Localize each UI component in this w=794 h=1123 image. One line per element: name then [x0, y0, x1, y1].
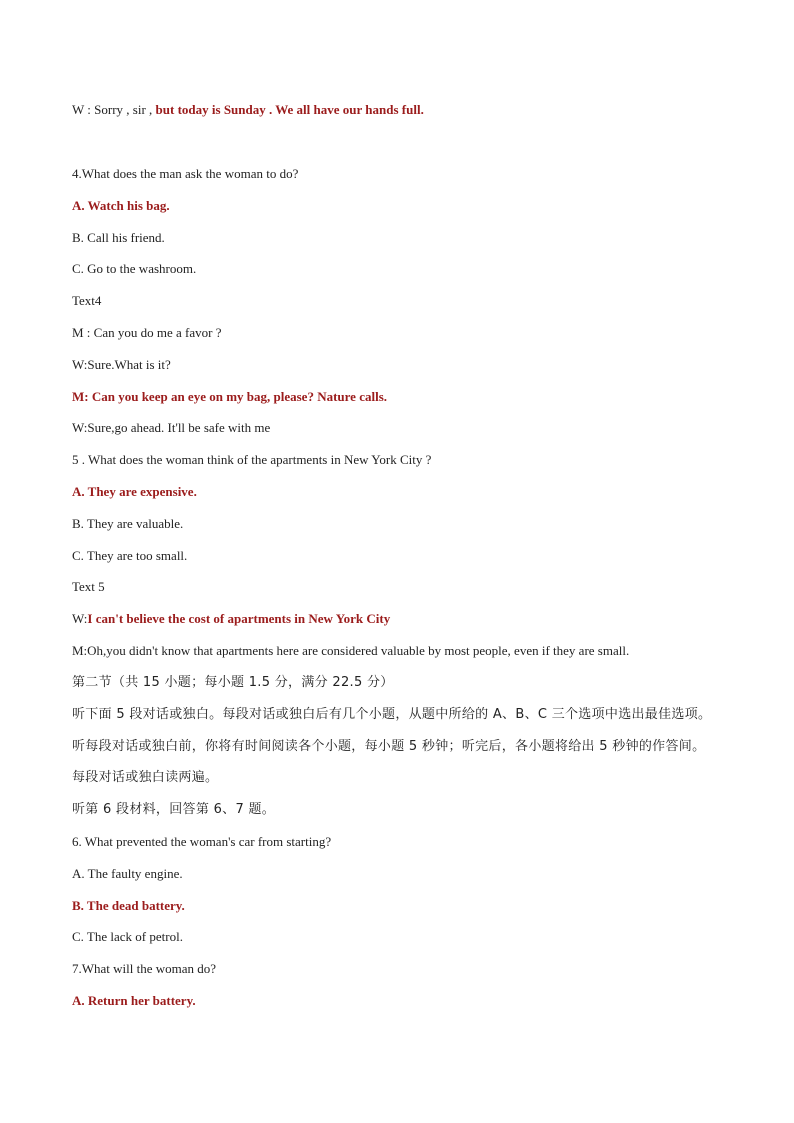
- dialogue-line: M : Can you do me a favor ?: [72, 325, 222, 340]
- speaker-text: W:: [72, 611, 88, 626]
- dialogue-line: M:Oh,you didn't know that apartments here are considered valuable by most people, even if they are small.: [72, 643, 630, 658]
- option-b: B. Call his friend.: [72, 230, 165, 245]
- dialogue-line: [72, 611, 390, 627]
- highlighted-text: I can't believe the cost of apartments in New York City: [87, 611, 391, 626]
- option-c: C. The lack of petrol.: [72, 929, 183, 944]
- highlighted-text: but today is Sunday . We all have our hands full.: [155, 102, 424, 117]
- highlighted-dialogue-line: M: Can you keep an eye on my bag, please? Nature calls.: [72, 389, 388, 404]
- option-b: B. They are valuable.: [72, 516, 184, 531]
- option-c: C. Go to the washroom.: [72, 261, 197, 276]
- dialogue-line: W:Sure.What is it?: [72, 357, 171, 372]
- question-4: 4.What does the man ask the woman to do?: [72, 166, 299, 181]
- text-heading: Text 5: [72, 579, 105, 594]
- instruction-line: 每段对话或独白读两遍。: [72, 770, 219, 785]
- question-7: 7.What will the woman do?: [72, 961, 217, 976]
- option-c: C. They are too small.: [72, 548, 188, 563]
- answer-option-a: A. Watch his bag.: [72, 198, 170, 213]
- question-5: 5 . What does the woman think of the apartments in New York City ?: [72, 452, 432, 467]
- answer-option-a: A. They are expensive.: [72, 484, 197, 499]
- dialogue-line: W:Sure,go ahead. It'll be safe with me: [72, 420, 271, 435]
- answer-option-b: B. The dead battery.: [72, 898, 185, 913]
- speaker-text: W : Sorry , sir ,: [72, 102, 156, 117]
- line-1: [72, 102, 424, 118]
- question-6: 6. What prevented the woman's car from starting?: [72, 834, 332, 849]
- answer-option-a: A. Return her battery.: [72, 993, 196, 1008]
- section-heading: 第二节（共 15 小题；每小题 1.5 分，满分 22.5 分）: [72, 675, 394, 690]
- instruction-line: 听每段对话或独白前，你将有时间阅读各个小题，每小题 5 秒钟；听完后，各小题将给出 5 秒钟的作答间。: [72, 739, 706, 754]
- option-a: A. The faulty engine.: [72, 866, 183, 881]
- text-heading: Text4: [72, 293, 102, 308]
- material-heading: 听第 6 段材料，回答第 6、7 题。: [72, 802, 276, 817]
- instruction-line: 听下面 5 段对话或独白。每段对话或独白后有几个小题，从题中所给的 A、B、C 三个选项中选出最佳选项。: [72, 707, 712, 722]
